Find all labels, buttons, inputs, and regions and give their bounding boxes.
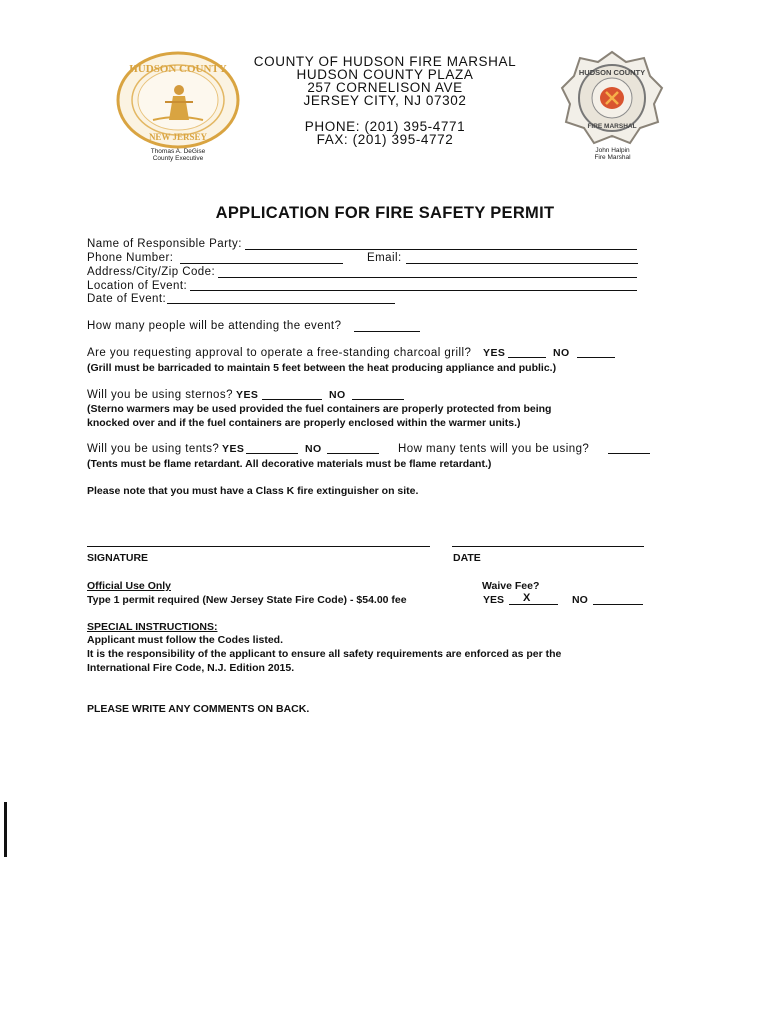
scan-edge-mark (4, 802, 7, 857)
special-line-3: International Fire Code, N.J. Edition 2015. (87, 662, 295, 674)
org-line-2: HUDSON COUNTY PLAZA (296, 67, 474, 82)
signature-field[interactable] (87, 546, 430, 547)
grill-no-label: NO (553, 347, 570, 359)
tents-count-field[interactable] (608, 453, 650, 454)
badge-top-text: HUDSON COUNTY (578, 68, 646, 77)
official-use-heading: Official Use Only (87, 580, 172, 592)
grill-yes-label: YES (483, 347, 506, 359)
permit-requirement: Type 1 permit required (New Jersey State Fire Code) - $54.00 fee (87, 594, 407, 606)
page-title: APPLICATION FOR FIRE SAFETY PERMIT (215, 204, 555, 222)
date-field[interactable] (167, 303, 395, 304)
left-official (118, 148, 238, 162)
right-official-name: John Halpin (595, 147, 630, 154)
org-line-3: 257 CORNELISON AVE (307, 80, 463, 95)
right-official-title: Fire Marshal (594, 154, 631, 161)
footer-comments-note: PLEASE WRITE ANY COMMENTS ON BACK. (87, 703, 310, 715)
special-line-2: It is the responsibility of the applicant to ensure all safety requirements are enforced as per the (87, 648, 562, 660)
location-field[interactable] (190, 290, 637, 291)
address-field[interactable] (218, 277, 637, 278)
org-phone: PHONE: (201) 395-4771 (304, 119, 466, 134)
badge-mid-text: FIRE MARSHAL (587, 123, 637, 130)
tents-count-question: How many tents will you be using? (398, 443, 590, 455)
sterno-yes-field[interactable] (262, 399, 322, 400)
waive-fee-label: Waive Fee? (482, 580, 540, 592)
org-fax: FAX: (201) 395-4772 (316, 132, 454, 147)
location-label: Location of Event: (87, 280, 188, 292)
sterno-note-2: knocked over and if the fuel containers are properly enclosed within the warmer units.) (87, 417, 521, 429)
special-instructions-heading: SPECIAL INSTRUCTIONS: (87, 621, 218, 633)
tents-yes-field[interactable] (246, 453, 298, 454)
waive-yes-label: YES (483, 594, 505, 606)
waive-no-field[interactable] (593, 604, 643, 605)
sterno-no-field[interactable] (352, 399, 404, 400)
seal-ring-text: HUDSON COUNTY (129, 63, 227, 75)
date-signed-label: DATE (453, 552, 481, 564)
date-signed-field[interactable] (452, 546, 644, 547)
email-field[interactable] (406, 263, 638, 264)
org-line-4: JERSEY CITY, NJ 07302 (303, 93, 467, 108)
phone-label: Phone Number: (87, 252, 174, 264)
sterno-question: Will you be using sternos? (87, 389, 233, 401)
address-label: Address/City/Zip Code: (87, 266, 216, 278)
grill-yes-field[interactable] (508, 357, 546, 358)
waive-no-label: NO (572, 594, 588, 606)
tents-note: (Tents must be flame retardant. All decorative materials must be flame retardant.) (87, 458, 492, 470)
date-label: Date of Event: (87, 293, 167, 305)
sterno-note-1: (Sterno warmers may be used provided the fuel containers are properly protected from being (87, 403, 552, 415)
attendance-field[interactable] (354, 331, 420, 332)
waive-yes-mark: X (523, 592, 531, 604)
fire-marshal-badge-logo (560, 48, 665, 148)
responsible-party-label: Name of Responsible Party: (87, 238, 242, 250)
grill-question: Are you requesting approval to operate a free-standing charcoal grill? (87, 347, 472, 359)
tents-no-label: NO (305, 443, 322, 455)
grill-note: (Grill must be barricaded to maintain 5 feet between the heat producing appliance and public.) (87, 362, 557, 374)
special-line-1: Applicant must follow the Codes listed. (87, 634, 284, 646)
org-line-1: COUNTY OF HUDSON FIRE MARSHAL (253, 54, 517, 69)
grill-no-field[interactable] (577, 357, 615, 358)
waive-yes-field[interactable] (509, 604, 558, 605)
attendance-question: How many people will be attending the event? (87, 320, 342, 332)
phone-field[interactable] (180, 263, 343, 264)
sterno-no-label: NO (329, 389, 346, 401)
signature-label: SIGNATURE (87, 552, 149, 564)
sterno-yes-label: YES (236, 389, 259, 401)
left-official-title: County Executive (152, 155, 204, 162)
tents-yes-label: YES (222, 443, 245, 455)
responsible-party-field[interactable] (245, 249, 637, 250)
tents-no-field[interactable] (327, 453, 379, 454)
seal-bottom-text: NEW JERSEY (148, 132, 208, 142)
email-label: Email: (367, 252, 402, 264)
extinguisher-note: Please note that you must have a Class K fire extinguisher on site. (87, 485, 419, 497)
left-official-name: Thomas A. DeGise (150, 148, 206, 155)
tents-question: Will you be using tents? (87, 443, 220, 455)
right-official (560, 147, 665, 161)
